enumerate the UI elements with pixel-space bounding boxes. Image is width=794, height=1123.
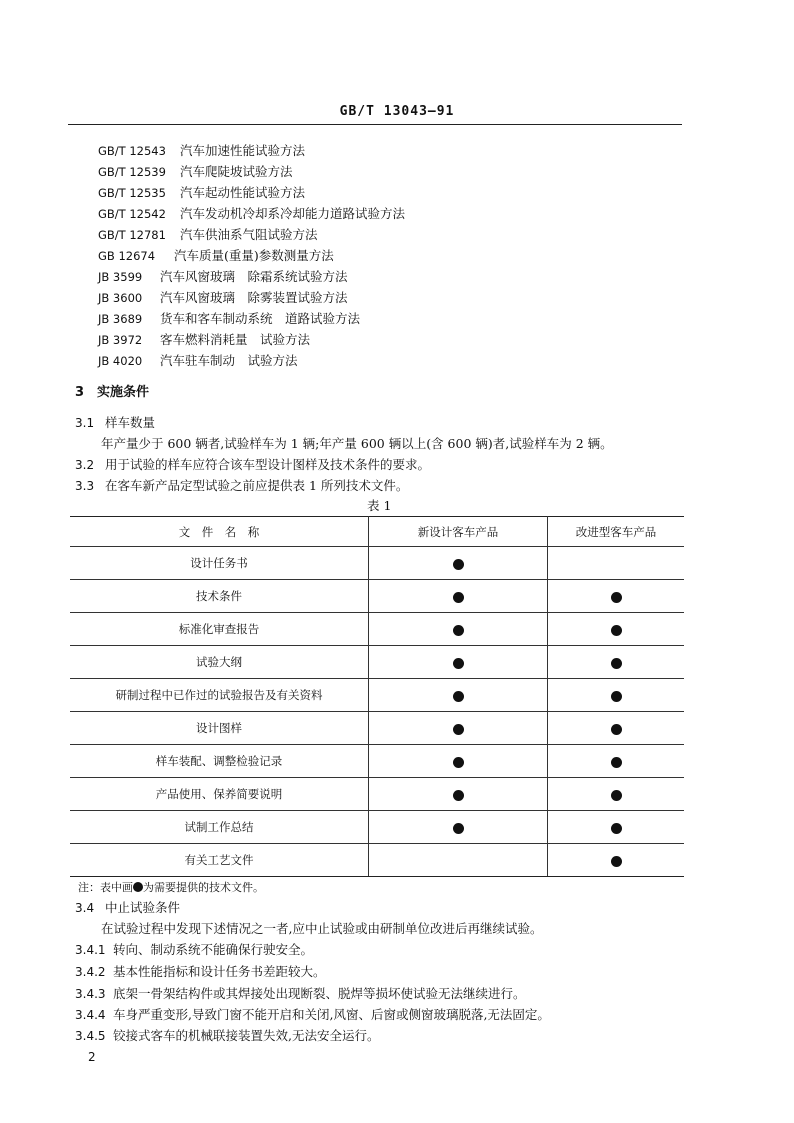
mark-improved bbox=[548, 745, 685, 778]
document-name: 研制过程中已作过的试验报告及有关资料 bbox=[70, 679, 369, 712]
clause-number: 3.3 bbox=[75, 479, 95, 493]
table-row bbox=[70, 811, 684, 844]
header-rule bbox=[68, 124, 682, 125]
mark-new bbox=[369, 712, 548, 745]
mark-improved bbox=[548, 613, 685, 646]
clause-3-1 bbox=[75, 413, 155, 431]
mark-new bbox=[369, 580, 548, 613]
table-row bbox=[70, 778, 684, 811]
column-header-new-design: 新设计客车产品 bbox=[369, 517, 548, 547]
table-row bbox=[70, 547, 684, 580]
required-dot-icon bbox=[611, 856, 622, 867]
required-dot-icon bbox=[611, 625, 622, 636]
mark-new bbox=[369, 811, 548, 844]
reference-code: GB/T 12535 bbox=[98, 186, 166, 200]
reference-title: 汽车供油系气阻试验方法 bbox=[180, 227, 318, 242]
note-prefix: 注：表中画 bbox=[78, 881, 133, 894]
clause-text: 在客车新产品定型试验之前应提供表 1 所列技术文件。 bbox=[105, 478, 409, 493]
required-dot-icon bbox=[611, 790, 622, 801]
reference-item bbox=[98, 330, 310, 348]
mark-improved bbox=[548, 811, 685, 844]
table-row bbox=[70, 712, 684, 745]
required-dot-icon bbox=[453, 790, 464, 801]
clause-3-4-5 bbox=[75, 1026, 379, 1044]
document-name: 有关工艺文件 bbox=[70, 844, 369, 877]
table-row bbox=[70, 679, 684, 712]
document-name: 产品使用、保养简要说明 bbox=[70, 778, 369, 811]
document-name: 设计图样 bbox=[70, 712, 369, 745]
reference-code: GB 12674 bbox=[98, 249, 156, 263]
required-dot-icon bbox=[611, 691, 622, 702]
clause-number: 3.4 bbox=[75, 901, 95, 915]
reference-item bbox=[98, 204, 405, 222]
table-row bbox=[70, 745, 684, 778]
table-row bbox=[70, 580, 684, 613]
reference-item bbox=[98, 267, 348, 285]
document-name: 试验大纲 bbox=[70, 646, 369, 679]
clause-text: 基本性能指标和设计任务书差距较大。 bbox=[113, 964, 326, 979]
mark-new bbox=[369, 778, 548, 811]
reference-title: 汽车起动性能试验方法 bbox=[180, 185, 306, 200]
reference-title: 汽车爬陡坡试验方法 bbox=[180, 164, 293, 179]
required-dot-icon bbox=[611, 592, 622, 603]
clause-text: 底架一骨架结构件或其焊接处出现断裂、脱焊等损坏使试验无法继续进行。 bbox=[113, 986, 526, 1001]
document-name: 试制工作总结 bbox=[70, 811, 369, 844]
reference-item bbox=[98, 183, 305, 201]
clause-number: 3.2 bbox=[75, 458, 95, 472]
clause-text: 用于试验的样车应符合该车型设计图样及技术条件的要求。 bbox=[105, 457, 431, 472]
reference-title: 汽车加速性能试验方法 bbox=[180, 143, 306, 158]
required-dot-icon bbox=[453, 691, 464, 702]
reference-item bbox=[98, 225, 318, 243]
mark-new bbox=[369, 547, 548, 580]
mark-improved bbox=[548, 580, 685, 613]
required-dot-icon bbox=[453, 823, 464, 834]
clause-title: 中止试验条件 bbox=[105, 900, 181, 915]
table-row bbox=[70, 844, 684, 877]
mark-new bbox=[369, 844, 548, 877]
reference-code: GB/T 12539 bbox=[98, 165, 166, 179]
clause-3-4-4 bbox=[75, 1005, 550, 1023]
reference-title: 汽车发动机冷却系冷却能力道路试验方法 bbox=[180, 206, 406, 221]
column-header-document-name: 文 件 名 称 bbox=[70, 517, 369, 547]
clause-number: 3.4.5 bbox=[75, 1029, 106, 1043]
reference-item bbox=[98, 351, 298, 369]
required-dot-icon bbox=[453, 559, 464, 570]
mark-improved bbox=[548, 547, 685, 580]
table-row bbox=[70, 613, 684, 646]
required-dot-icon bbox=[611, 823, 622, 834]
clause-number: 3.4.4 bbox=[75, 1008, 106, 1022]
clause-3-4 bbox=[75, 898, 180, 916]
reference-item bbox=[98, 288, 348, 306]
required-dot-icon bbox=[453, 757, 464, 768]
clause-3-2 bbox=[75, 455, 430, 473]
reference-item bbox=[98, 309, 360, 327]
document-name: 技术条件 bbox=[70, 580, 369, 613]
required-dot-icon bbox=[133, 882, 143, 892]
clause-text: 车身严重变形,导致门窗不能开启和关闭,风窗、后窗或侧窗玻璃脱落,无法固定。 bbox=[113, 1007, 550, 1022]
mark-new bbox=[369, 679, 548, 712]
document-name: 样车装配、调整检验记录 bbox=[70, 745, 369, 778]
reference-code: JB 3599 bbox=[98, 270, 143, 284]
reference-code: GB/T 12781 bbox=[98, 228, 166, 242]
reference-title: 货车和客车制动系统 道路试验方法 bbox=[160, 311, 361, 326]
table-row bbox=[70, 646, 684, 679]
clause-number: 3.4.2 bbox=[75, 965, 106, 979]
mark-improved bbox=[548, 646, 685, 679]
reference-code: GB/T 12542 bbox=[98, 207, 166, 221]
required-dot-icon bbox=[611, 724, 622, 735]
required-dot-icon bbox=[453, 724, 464, 735]
required-dot-icon bbox=[611, 658, 622, 669]
page-number: 2 bbox=[88, 1050, 96, 1064]
document-name: 标准化审查报告 bbox=[70, 613, 369, 646]
clause-text: 铰接式客车的机械联接装置失效,无法安全运行。 bbox=[113, 1028, 380, 1043]
table-caption: 表 1 bbox=[367, 498, 392, 513]
reference-code: JB 3972 bbox=[98, 333, 143, 347]
required-dot-icon bbox=[453, 592, 464, 603]
required-dot-icon bbox=[453, 658, 464, 669]
table-note bbox=[78, 879, 264, 895]
column-header-improved: 改进型客车产品 bbox=[548, 517, 685, 547]
reference-item bbox=[98, 141, 305, 159]
clause-text: 转向、制动系统不能确保行驶安全。 bbox=[113, 942, 314, 957]
reference-code: JB 4020 bbox=[98, 354, 143, 368]
mark-new bbox=[369, 646, 548, 679]
mark-improved bbox=[548, 679, 685, 712]
clause-number: 3.4.1 bbox=[75, 943, 106, 957]
clause-3-4-1 bbox=[75, 940, 313, 958]
reference-code: JB 3689 bbox=[98, 312, 143, 326]
note-suffix: 为需要提供的技术文件。 bbox=[143, 881, 264, 894]
mark-new bbox=[369, 745, 548, 778]
reference-title: 汽车风窗玻璃 除霜系统试验方法 bbox=[160, 269, 348, 284]
section-3-heading: 3 实施条件 bbox=[75, 385, 150, 400]
reference-title: 汽车驻车制动 试验方法 bbox=[160, 353, 298, 368]
mark-new bbox=[369, 613, 548, 646]
clause-number: 3.1 bbox=[75, 416, 95, 430]
mark-improved bbox=[548, 778, 685, 811]
document-name: 设计任务书 bbox=[70, 547, 369, 580]
clause-3-1-body: 年产量少于 600 辆者,试验样车为 1 辆;年产量 600 辆以上(含 600 辆)者,试验样车为 2 辆。 bbox=[101, 436, 613, 451]
reference-item bbox=[98, 162, 293, 180]
clause-3-4-2 bbox=[75, 962, 326, 980]
table-header-row bbox=[70, 517, 684, 547]
technical-documents-table bbox=[70, 516, 684, 877]
clause-title: 样车数量 bbox=[105, 415, 156, 430]
reference-code: GB/T 12543 bbox=[98, 144, 166, 158]
mark-improved bbox=[548, 712, 685, 745]
reference-title: 汽车风窗玻璃 除雾装置试验方法 bbox=[160, 290, 348, 305]
reference-title: 汽车质量(重量)参数测量方法 bbox=[174, 248, 334, 263]
required-dot-icon bbox=[611, 757, 622, 768]
clause-3-4-body: 在试验过程中发现下述情况之一者,应中止试验或由研制单位改进后再继续试验。 bbox=[101, 921, 543, 936]
reference-item bbox=[98, 246, 334, 264]
page-header: GB/T 13043—91 bbox=[339, 104, 455, 119]
reference-title: 客车燃料消耗量 试验方法 bbox=[160, 332, 311, 347]
clause-number: 3.4.3 bbox=[75, 987, 106, 1001]
reference-code: JB 3600 bbox=[98, 291, 143, 305]
clause-3-4-3 bbox=[75, 984, 526, 1002]
required-dot-icon bbox=[453, 625, 464, 636]
mark-improved bbox=[548, 844, 685, 877]
clause-3-3 bbox=[75, 476, 408, 494]
